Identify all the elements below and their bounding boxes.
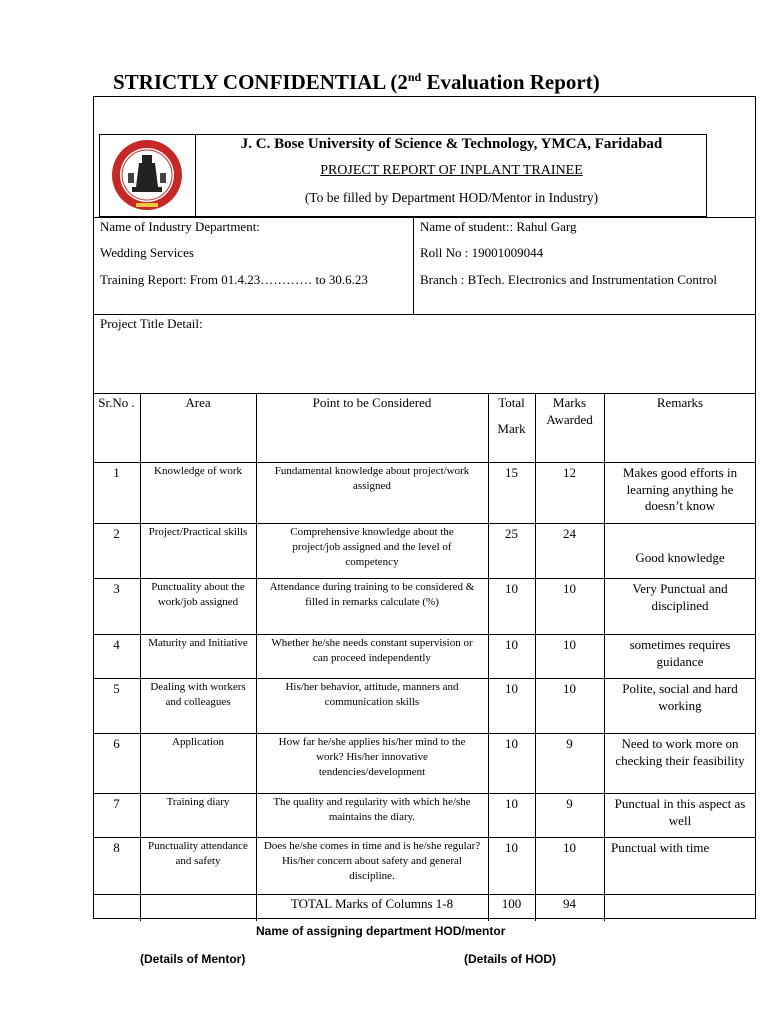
table-cell-total: 10 bbox=[505, 637, 518, 652]
hod-details-label: (Details of HOD) bbox=[464, 952, 557, 966]
table-cell-sr: 2 bbox=[113, 526, 120, 541]
row-divider bbox=[93, 678, 756, 679]
table-cell-area: Knowledge of work bbox=[154, 465, 242, 477]
row-divider bbox=[93, 837, 756, 838]
table-cell-point: His/her behavior, attitude, manners and communication skills bbox=[285, 681, 459, 708]
row-divider bbox=[93, 634, 756, 635]
table-cell-remarks: Very Punctual and disciplined bbox=[632, 581, 728, 613]
table-cell-remarks: sometimes requires guidance bbox=[629, 637, 731, 669]
table-cell-awarded: 9 bbox=[566, 796, 573, 811]
university-logo-icon bbox=[106, 137, 188, 213]
column-divider bbox=[604, 393, 605, 921]
total-awarded: 94 bbox=[563, 896, 576, 911]
table-cell-sr: 8 bbox=[113, 840, 120, 855]
header-awarded: Marks Awarded bbox=[546, 395, 593, 427]
table-cell-total: 10 bbox=[505, 681, 518, 696]
column-divider bbox=[256, 393, 257, 921]
mentor-details-label: (Details of Mentor) bbox=[140, 952, 246, 966]
table-cell-awarded: 12 bbox=[563, 465, 576, 480]
table-cell-remarks: Need to work more on checking their feasibility bbox=[615, 736, 745, 768]
table-cell-total: 10 bbox=[505, 796, 518, 811]
table-cell-remarks: Polite, social and hard working bbox=[622, 681, 738, 713]
table-cell-total: 10 bbox=[505, 736, 518, 751]
roll-number: Roll No : 19001009044 bbox=[420, 245, 544, 260]
row-divider bbox=[93, 733, 756, 734]
header-area: Area bbox=[185, 395, 211, 410]
assigning-department-label: Name of assigning department HOD/mentor bbox=[256, 924, 506, 938]
table-cell-remarks: Punctual with time bbox=[611, 840, 710, 855]
table-cell-remarks: Good knowledge bbox=[635, 550, 725, 565]
table-cell-remarks: Punctual in this aspect as well bbox=[614, 796, 746, 828]
header-point: Point to be Considered bbox=[312, 395, 432, 410]
table-cell-sr: 5 bbox=[113, 681, 120, 696]
row-divider bbox=[93, 793, 756, 794]
table-cell-awarded: 10 bbox=[563, 681, 576, 696]
branch: Branch : BTech. Electronics and Instrumentation Control bbox=[420, 272, 717, 287]
table-cell-point: Fundamental knowledge about project/work assigned bbox=[274, 465, 470, 492]
project-report-heading: PROJECT REPORT OF INPLANT TRAINEE bbox=[320, 163, 583, 178]
student-name: Name of student:: Rahul Garg bbox=[420, 219, 577, 234]
row-divider bbox=[93, 578, 756, 579]
table-cell-sr: 3 bbox=[113, 581, 120, 596]
table-top-line bbox=[93, 393, 756, 394]
table-cell-awarded: 24 bbox=[563, 526, 576, 541]
divider bbox=[93, 217, 756, 218]
industry-label: Name of Industry Department: bbox=[100, 219, 260, 234]
university-name: J. C. Bose University of Science & Technology, YMCA, Faridabad bbox=[240, 136, 663, 152]
table-cell-awarded: 10 bbox=[563, 840, 576, 855]
table-cell-total: 10 bbox=[505, 581, 518, 596]
industry-value: Wedding Services bbox=[100, 245, 194, 260]
total-label: TOTAL Marks of Columns 1-8 bbox=[290, 896, 454, 911]
row-divider bbox=[93, 462, 756, 463]
table-cell-point: How far he/she applies his/her mind to the work? His/her innovative tendencies/development bbox=[278, 736, 466, 778]
header-total: Total bbox=[498, 395, 525, 410]
table-cell-point: Does he/she comes in time and is he/she regular? His/her concern about safety and general discipline. bbox=[263, 840, 481, 882]
header-total-mark: Mark bbox=[497, 421, 526, 436]
divider bbox=[93, 314, 756, 315]
header-remarks: Remarks bbox=[656, 395, 704, 410]
row-divider bbox=[93, 523, 756, 524]
table-cell-area: Maturity and Initiative bbox=[148, 637, 248, 649]
table-cell-awarded: 10 bbox=[563, 581, 576, 596]
table-cell-sr: 6 bbox=[113, 736, 120, 751]
fill-instruction: (To be filled by Department HOD/Mentor in Industry) bbox=[304, 190, 599, 205]
page-title: STRICTLY CONFIDENTIAL (2nd Evaluation Report) bbox=[113, 70, 600, 94]
table-cell-total: 10 bbox=[505, 840, 518, 855]
table-cell-awarded: 10 bbox=[563, 637, 576, 652]
total-marks: 100 bbox=[501, 896, 522, 911]
table-cell-remarks: Makes good efforts in learning anything he doesn’t know bbox=[622, 465, 738, 513]
divider bbox=[413, 217, 414, 314]
table-cell-area: Project/Practical skills bbox=[148, 526, 248, 538]
table-cell-sr: 1 bbox=[113, 465, 120, 480]
table-cell-total: 15 bbox=[505, 465, 518, 480]
table-cell-total: 25 bbox=[505, 526, 518, 541]
table-cell-area: Dealing with workers and colleagues bbox=[150, 681, 246, 708]
row-divider bbox=[93, 894, 756, 895]
table-cell-area: Punctuality attendance and safety bbox=[148, 840, 248, 867]
table-cell-point: Whether he/she needs constant supervision or can proceed independently bbox=[271, 637, 473, 664]
table-cell-sr: 4 bbox=[113, 637, 120, 652]
table-cell-point: The quality and regularity with which he/she maintains the diary. bbox=[273, 796, 471, 823]
table-cell-area: Punctuality about the work/job assigned bbox=[151, 581, 245, 608]
training-report: Training Report: From 01.4.23………… to 30.6.23 bbox=[100, 272, 368, 287]
project-title-label: Project Title Detail: bbox=[100, 316, 203, 331]
table-cell-area: Application bbox=[172, 736, 224, 748]
table-cell-point: Attendance during training to be considered & filled in remarks calculate (%) bbox=[269, 581, 475, 608]
table-cell-area: Training diary bbox=[166, 796, 230, 808]
header-srno: Sr.No . bbox=[98, 395, 135, 410]
column-divider bbox=[140, 393, 141, 921]
table-cell-sr: 7 bbox=[113, 796, 120, 811]
table-cell-point: Comprehensive knowledge about the project/job assigned and the level of competency bbox=[290, 526, 454, 568]
table-cell-awarded: 9 bbox=[566, 736, 573, 751]
